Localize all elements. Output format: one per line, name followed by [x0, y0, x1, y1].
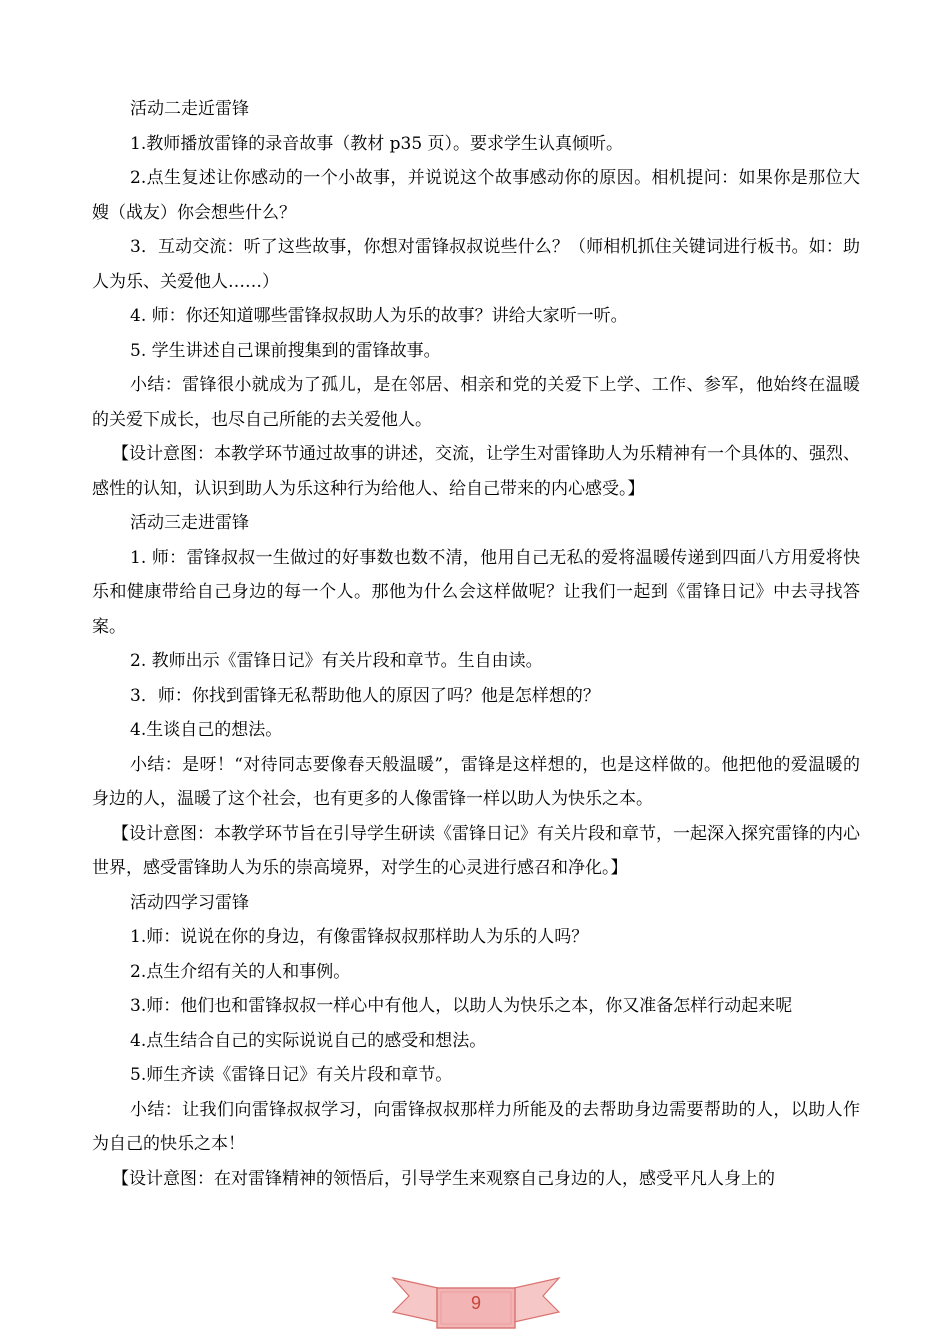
paragraph: 5.师生齐读《雷锋日记》有关片段和章节。: [130, 1065, 453, 1085]
summary-paragraph: 小结：雷锋很小就成为了孤儿，是在邻居、相亲和党的关爱下上学、工作、参军，他始终在温暖的关爱下成长，也尽自己所能的去关爱他人。: [92, 375, 860, 430]
paragraph: 4. 师：你还知道哪些雷锋叔叔助人为乐的故事？讲给大家听一听。: [130, 306, 628, 326]
paragraph: 2.点生介绍有关的人和事例。: [130, 961, 351, 982]
paragraph: 3．师：你找到雷锋无私帮助他人的原因了吗？他是怎样想的？: [130, 685, 600, 706]
paragraph: 2. 教师出示《雷锋日记》有关片段和章节。生自由读。: [130, 651, 543, 671]
design-intent-paragraph: 【设计意图：本教学环节通过故事的讲述，交流，让学生对雷锋助人为乐精神有一个具体的、强烈、感性的认知，认识到助人为乐这种行为给他人、给自己带来的内心感受。】: [92, 444, 860, 499]
paragraph: 2.点生复述让你感动的一个小故事，并说说这个故事感动你的原因。相机提问：如果你是那位大嫂（战友）你会想些什么？: [92, 168, 860, 223]
paragraph: 1.师：说说在你的身边，有像雷锋叔叔那样助人为乐的人吗？: [130, 927, 589, 947]
activity-heading: 活动三走进雷锋: [130, 513, 249, 533]
paragraph: 1.教师播放雷锋的录音故事（教材 p35 页）。要求学生认真倾听。: [130, 133, 624, 154]
paragraph: 3.师：他们也和雷锋叔叔一样心中有他人，以助人为快乐之本，你又准备怎样行动起来呢: [130, 996, 793, 1016]
activity-heading: 活动二走近雷锋: [130, 99, 249, 119]
page-number: 9: [470, 1293, 481, 1313]
design-intent-paragraph: 【设计意图：在对雷锋精神的领悟后，引导学生来观察自己身边的人，感受平凡人身上的: [112, 1168, 775, 1189]
paragraph: 4.点生结合自己的实际说说自己的感受和想法。: [130, 1030, 487, 1051]
paragraph: 3．互动交流：听了这些故事，你想对雷锋叔叔说些什么？（师相机抓住关键词进行板书。如：助人为乐、关爱他人……）: [92, 237, 860, 292]
summary-paragraph: 小结：是呀！“对待同志要像春天般温暖”，雷锋是这样想的，也是这样做的。他把他的爱温暖的身边的人，温暖了这个社会，也有更多的人像雷锋一样以助人为快乐之本。: [92, 754, 860, 809]
document-body: [92, 92, 860, 1196]
paragraph: 4.生谈自己的想法。: [130, 720, 283, 740]
paragraph: 1. 师：雷锋叔叔一生做过的好事数也数不清，他用自己无私的爱将温暖传递到四面八方用爱将快乐和健康带给自己身边的每一个人。那他为什么会这样做呢？让我们一起到《雷锋日记》中去寻找答案。: [92, 547, 860, 637]
summary-paragraph: 小结：让我们向雷锋叔叔学习，向雷锋叔叔那样力所能及的去帮助身边需要帮助的人，以助人作为自己的快乐之本！: [92, 1099, 860, 1154]
design-intent-paragraph: 【设计意图：本教学环节旨在引导学生研读《雷锋日记》有关片段和章节，一起深入探究雷锋的内心世界，感受雷锋助人为乐的崇高境界，对学生的心灵进行感召和净化。】: [92, 823, 860, 878]
activity-heading: 活动四学习雷锋: [130, 892, 249, 913]
paragraph: 5. 学生讲述自己课前搜集到的雷锋故事。: [130, 340, 441, 361]
